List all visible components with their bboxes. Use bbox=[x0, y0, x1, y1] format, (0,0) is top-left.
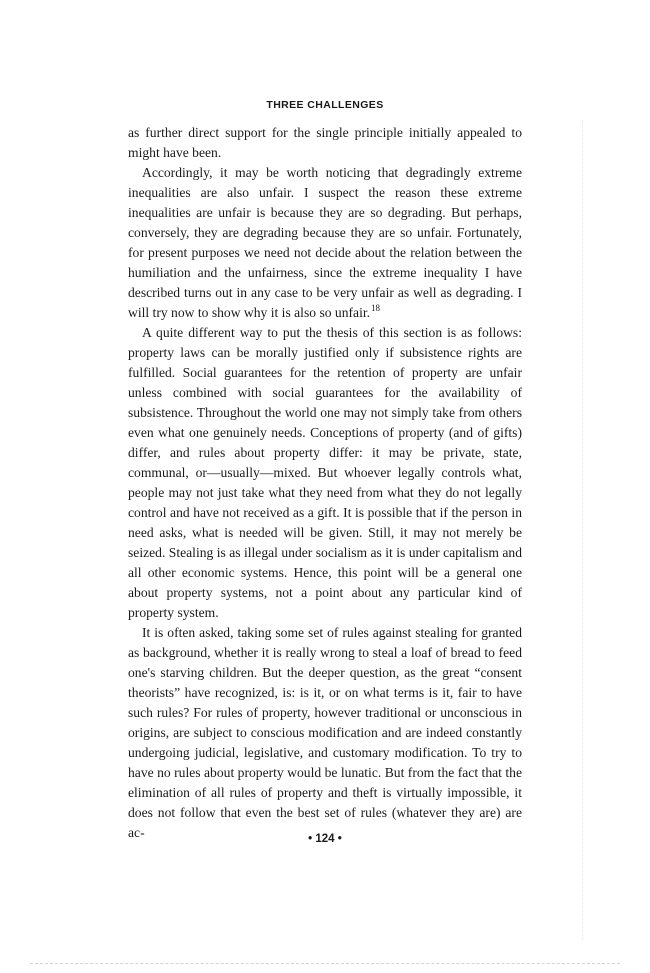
footnote-reference: 18 bbox=[371, 303, 381, 314]
page-number: • 124 • bbox=[308, 833, 342, 845]
paragraph-inequalities bbox=[128, 163, 522, 323]
scan-edge-line bbox=[30, 963, 620, 964]
paragraph-inequalities-text: Accordingly, it may be worth noticing that degradingly extreme inequalities are also unfair. I suspect the reason these extreme inequalities are unfair is because they are so degrading. But perhaps, conversely, they are degrading because they are so unfair. Fortunately, for present purposes we need not decide about the relation between the humiliation and the unfairness, since the extreme inequality I have described turns out in any case to be very unfair as well as degrading. I will try now to show why it is also so unfair. bbox=[128, 165, 522, 320]
paragraph-consent-theorists: It is often asked, taking some set of rules against stealing for granted as background, whether it is really wrong to steal a loaf of bread to feed one's starving children. But the deeper question, as the great “consent theorists” have recognized, is: is it, or on what terms is it, fair to have such rules? For rules of property, however traditional or unconscious in origins, are subject to conscious modification and are indeed constantly undergoing judicial, legislative, and customary modification. To try to have no rules about property would be lunatic. But from the fact that the elimination of all rules of property and theft is virtually impossible, it does not follow that even the best set of rules (whatever they are) are ac- bbox=[128, 625, 522, 840]
paragraph-property-laws: A quite different way to put the thesis of this section is as follows: property laws can be morally justified only if subsistence rights are fulfilled. Social guarantees for the retention of property are unfair unless combined with social guarantees for the availability of subsistence. Throughout the world one may not simply take from others even what one genuinely needs. Conceptions of property (and of gifts) differ, and rules about property differ: it may be private, state, communal, or—usually—mixed. But whoever legally controls what, people may not just take what they need from what they do not legally control and have not received as a gift. It is possible that if the person in need asks, what is needed will be given. Still, it may not merely be seized. Stealing is as illegal under socialism as it is under capitalism and all other economic systems. Hence, this point will be a general one about property systems, not a point about any particular kind of property system. bbox=[128, 325, 522, 620]
scan-shadow-line bbox=[582, 120, 583, 940]
paragraph-continuation: as further direct support for the single principle initially appealed to might have been. bbox=[128, 125, 522, 160]
body-text bbox=[128, 123, 522, 843]
running-head: THREE CHALLENGES bbox=[266, 99, 384, 111]
